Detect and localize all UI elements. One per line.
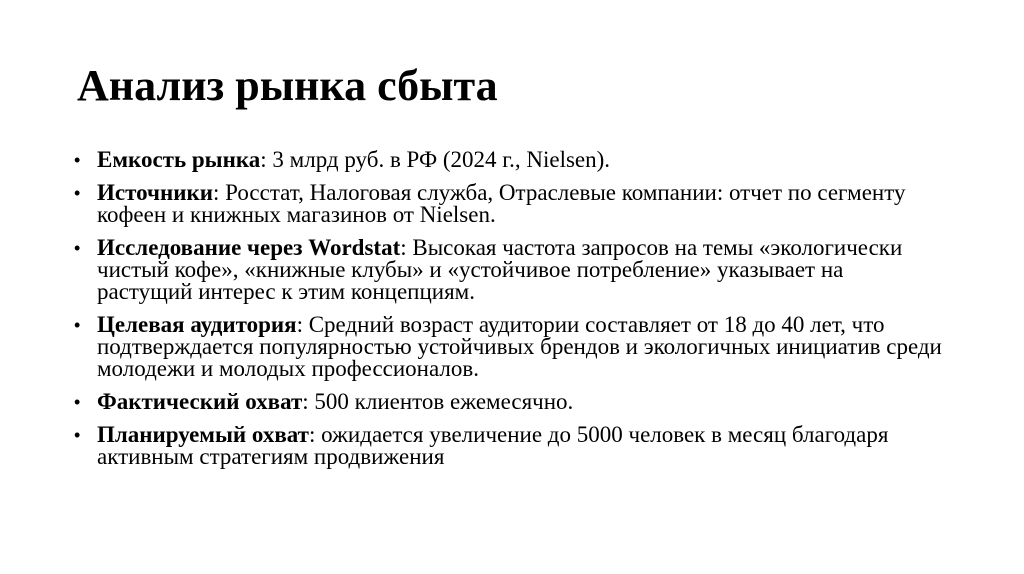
bullet-item-sources	[74, 182, 944, 226]
bullet-text: : Средний возраст аудитории составляет от 18 до 40 лет, что подтверждается популярностью устойчивых брендов и экологичных инициатив среди молодежи и молодых профессионалов.	[97, 312, 942, 381]
slide-title: Анализ рынка сбыта	[77, 61, 498, 110]
bullet-text: : Высокая частота запросов на темы «экологически чистый кофе», «книжные клубы» и «устойчивое потребление» указывает на растущий интерес к этим концепциям.	[97, 235, 903, 304]
bullet-text: : 500 клиентов ежемесячно.	[302, 389, 574, 414]
bullet-term: Целевая аудитория	[97, 312, 297, 337]
bullet-term: Исследование через Wordstat	[97, 235, 401, 260]
bullet-item-wordstat-research	[74, 237, 944, 303]
bullet-item-planned-reach	[74, 424, 944, 468]
bullet-term: Планируемый охват	[97, 422, 309, 447]
bullet-text: : Росстат, Налоговая служба, Отраслевые компании: отчет по сегменту кофеен и книжных магазинов от Nielsen.	[97, 180, 906, 227]
bullet-item-market-capacity	[74, 149, 944, 171]
bullet-icon: •	[74, 238, 81, 258]
bullet-term: Емкость рынка	[97, 147, 261, 172]
bullet-list	[74, 149, 944, 479]
bullet-item-target-audience	[74, 314, 944, 380]
bullet-item-actual-reach	[74, 391, 944, 413]
bullet-icon: •	[74, 150, 81, 170]
bullet-text: : 3 млрд руб. в РФ (2024 г., Nielsen).	[260, 147, 611, 172]
bullet-term: Источники	[97, 180, 213, 205]
bullet-icon: •	[74, 183, 81, 203]
bullet-icon: •	[74, 315, 81, 335]
bullet-icon: •	[74, 392, 81, 412]
bullet-text: : ожидается увеличение до 5000 человек в месяц благодаря активным стратегиям продвижения	[97, 422, 889, 469]
bullet-term: Фактический охват	[97, 389, 303, 414]
bullet-icon: •	[74, 425, 81, 445]
